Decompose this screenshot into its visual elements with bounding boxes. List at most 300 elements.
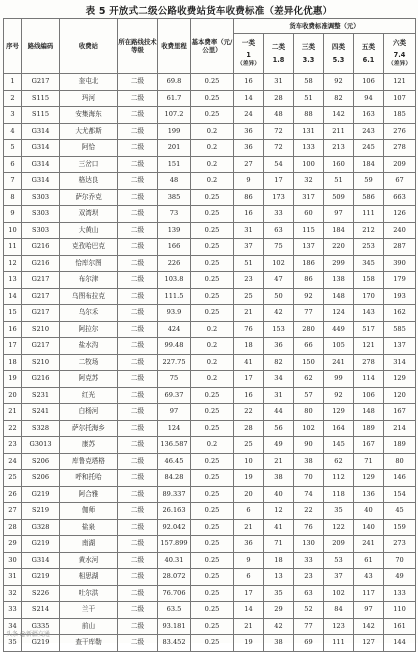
cell-fee-class-4: 241 bbox=[324, 354, 354, 371]
cell-grade: 二级 bbox=[118, 173, 158, 190]
cell-fee-class-3: 51 bbox=[294, 90, 324, 107]
cell-fee-class-5: 106 bbox=[354, 387, 384, 404]
cell-fee-class-4: 53 bbox=[324, 552, 354, 569]
cell-fee-class-1: 36 bbox=[234, 536, 264, 553]
header-class-5 bbox=[354, 34, 384, 74]
cell-route-code: S210 bbox=[22, 321, 60, 338]
cell-fee-class-3: 60 bbox=[294, 206, 324, 223]
cell-fee-class-1: 41 bbox=[234, 354, 264, 371]
cell-station: 白杨河 bbox=[60, 404, 118, 421]
cell-fee-class-4: 92 bbox=[324, 387, 354, 404]
cell-base-rate: 0.2 bbox=[191, 173, 234, 190]
cell-mileage: 61.7 bbox=[158, 90, 191, 107]
cell-fee-class-1: 27 bbox=[234, 156, 264, 173]
cell-fee-class-2: 36 bbox=[264, 338, 294, 355]
cell-base-rate: 0.25 bbox=[191, 503, 234, 520]
cell-fee-class-5: 148 bbox=[354, 404, 384, 421]
class-coefficient-note: （差异） bbox=[236, 61, 261, 68]
cell-route-code: G219 bbox=[22, 635, 60, 652]
cell-seq: 8 bbox=[4, 189, 22, 206]
cell-fee-class-2: 31 bbox=[264, 74, 294, 91]
cell-station: 库鲁克塔格 bbox=[60, 453, 118, 470]
cell-fee-class-5: 59 bbox=[354, 173, 384, 190]
table-row bbox=[4, 387, 416, 404]
cell-fee-class-5: 136 bbox=[354, 486, 384, 503]
cell-route-code: S210 bbox=[22, 354, 60, 371]
cell-station: 乌图布拉克 bbox=[60, 288, 118, 305]
cell-fee-class-5: 94 bbox=[354, 90, 384, 107]
cell-base-rate: 0.25 bbox=[191, 404, 234, 421]
cell-fee-class-6: 185 bbox=[384, 107, 416, 124]
cell-fee-class-1: 21 bbox=[234, 618, 264, 635]
cell-base-rate: 0.25 bbox=[191, 107, 234, 124]
cell-base-rate: 0.25 bbox=[191, 288, 234, 305]
cell-mileage: 166 bbox=[158, 239, 191, 256]
cell-station: 恰库尔图 bbox=[60, 255, 118, 272]
cell-fee-class-6: 162 bbox=[384, 305, 416, 322]
table-row bbox=[4, 90, 416, 107]
cell-fee-class-5: 170 bbox=[354, 288, 384, 305]
cell-station: 盐泉 bbox=[60, 519, 118, 536]
cell-station: 伽师 bbox=[60, 503, 118, 520]
cell-fee-class-4: 509 bbox=[324, 189, 354, 206]
cell-grade: 二级 bbox=[118, 222, 158, 239]
cell-fee-class-6: 209 bbox=[384, 156, 416, 173]
cell-seq: 24 bbox=[4, 453, 22, 470]
cell-fee-class-4: 97 bbox=[324, 206, 354, 223]
cell-seq: 20 bbox=[4, 387, 22, 404]
cell-fee-class-3: 63 bbox=[294, 585, 324, 602]
cell-fee-class-6: 121 bbox=[384, 74, 416, 91]
cell-fee-class-6: 193 bbox=[384, 288, 416, 305]
cell-grade: 二级 bbox=[118, 288, 158, 305]
cell-fee-class-1: 25 bbox=[234, 288, 264, 305]
cell-base-rate: 0.25 bbox=[191, 74, 234, 91]
header-seq: 序号 bbox=[4, 19, 22, 74]
cell-fee-class-5: 129 bbox=[354, 470, 384, 487]
cell-seq: 1 bbox=[4, 74, 22, 91]
cell-fee-class-3: 186 bbox=[294, 255, 324, 272]
cell-route-code: G335 bbox=[22, 618, 60, 635]
cell-route-code: G314 bbox=[22, 156, 60, 173]
cell-station: 大黄山 bbox=[60, 222, 118, 239]
cell-grade: 二级 bbox=[118, 206, 158, 223]
cell-fee-class-6: 240 bbox=[384, 222, 416, 239]
cell-route-code: G216 bbox=[22, 371, 60, 388]
cell-fee-class-1: 25 bbox=[234, 437, 264, 454]
watermark: 头条 @新疆交通 bbox=[6, 631, 50, 638]
cell-base-rate: 0.2 bbox=[191, 437, 234, 454]
table-row bbox=[4, 156, 416, 173]
cell-fee-class-6: 146 bbox=[384, 470, 416, 487]
cell-mileage: 69.37 bbox=[158, 387, 191, 404]
table-row bbox=[4, 272, 416, 289]
cell-fee-class-3: 57 bbox=[294, 387, 324, 404]
cell-route-code: G314 bbox=[22, 173, 60, 190]
cell-station: 乌尔禾 bbox=[60, 305, 118, 322]
cell-fee-class-3: 32 bbox=[294, 173, 324, 190]
cell-fee-class-4: 148 bbox=[324, 288, 354, 305]
cell-seq: 34 bbox=[4, 618, 22, 635]
cell-mileage: 76.706 bbox=[158, 585, 191, 602]
cell-fee-class-2: 41 bbox=[264, 519, 294, 536]
cell-fee-class-4: 62 bbox=[324, 453, 354, 470]
cell-route-code: S328 bbox=[22, 420, 60, 437]
cell-grade: 二级 bbox=[118, 74, 158, 91]
cell-mileage: 157.899 bbox=[158, 536, 191, 553]
cell-fee-class-2: 18 bbox=[264, 552, 294, 569]
cell-fee-class-2: 153 bbox=[264, 321, 294, 338]
cell-route-code: S214 bbox=[22, 602, 60, 619]
cell-fee-class-3: 66 bbox=[294, 338, 324, 355]
cell-route-code: G217 bbox=[22, 305, 60, 322]
cell-base-rate: 0.25 bbox=[191, 569, 234, 586]
cell-route-code: S231 bbox=[22, 387, 60, 404]
cell-fee-class-5: 189 bbox=[354, 420, 384, 437]
cell-mileage: 103.8 bbox=[158, 272, 191, 289]
cell-fee-class-1: 9 bbox=[234, 173, 264, 190]
cell-seq: 7 bbox=[4, 173, 22, 190]
cell-base-rate: 0.25 bbox=[191, 635, 234, 652]
header-base-rate: 基本费率（元/公里） bbox=[191, 19, 234, 74]
cell-seq: 31 bbox=[4, 569, 22, 586]
header-mileage: 收费里程 bbox=[158, 19, 191, 74]
header-class-4 bbox=[324, 34, 354, 74]
cell-route-code: G217 bbox=[22, 288, 60, 305]
table-row bbox=[4, 189, 416, 206]
cell-fee-class-6: 585 bbox=[384, 321, 416, 338]
cell-mileage: 63.5 bbox=[158, 602, 191, 619]
cell-route-code: G216 bbox=[22, 255, 60, 272]
cell-station: 相思湖 bbox=[60, 569, 118, 586]
cell-fee-class-1: 28 bbox=[234, 420, 264, 437]
cell-station: 吐尔洪 bbox=[60, 585, 118, 602]
cell-base-rate: 0.25 bbox=[191, 486, 234, 503]
cell-base-rate: 0.25 bbox=[191, 90, 234, 107]
cell-fee-class-1: 36 bbox=[234, 123, 264, 140]
cell-route-code: S115 bbox=[22, 107, 60, 124]
cell-fee-class-2: 17 bbox=[264, 173, 294, 190]
class-coefficient-note: （差异） bbox=[387, 61, 412, 68]
cell-base-rate: 0.25 bbox=[191, 552, 234, 569]
cell-fee-class-4: 92 bbox=[324, 74, 354, 91]
cell-fee-class-6: 49 bbox=[384, 569, 416, 586]
cell-fee-class-1: 14 bbox=[234, 602, 264, 619]
cell-mileage: 73 bbox=[158, 206, 191, 223]
cell-seq: 15 bbox=[4, 305, 22, 322]
cell-fee-class-5: 40 bbox=[354, 503, 384, 520]
cell-fee-class-5: 127 bbox=[354, 635, 384, 652]
cell-mileage: 424 bbox=[158, 321, 191, 338]
cell-fee-class-4: 449 bbox=[324, 321, 354, 338]
table-row bbox=[4, 305, 416, 322]
cell-seq: 19 bbox=[4, 371, 22, 388]
table-row bbox=[4, 206, 416, 223]
cell-fee-class-6: 161 bbox=[384, 618, 416, 635]
cell-mileage: 139 bbox=[158, 222, 191, 239]
table-row bbox=[4, 321, 416, 338]
cell-route-code: S303 bbox=[22, 206, 60, 223]
cell-fee-class-1: 19 bbox=[234, 635, 264, 652]
cell-fee-class-3: 137 bbox=[294, 239, 324, 256]
cell-grade: 二级 bbox=[118, 272, 158, 289]
cell-fee-class-6: 137 bbox=[384, 338, 416, 355]
table-row bbox=[4, 123, 416, 140]
cell-fee-class-1: 21 bbox=[234, 305, 264, 322]
cell-grade: 二级 bbox=[118, 156, 158, 173]
table-row bbox=[4, 453, 416, 470]
cell-fee-class-1: 36 bbox=[234, 140, 264, 157]
cell-fee-class-2: 13 bbox=[264, 569, 294, 586]
cell-fee-class-4: 129 bbox=[324, 404, 354, 421]
cell-grade: 二级 bbox=[118, 123, 158, 140]
cell-fee-class-2: 42 bbox=[264, 305, 294, 322]
cell-fee-class-3: 70 bbox=[294, 470, 324, 487]
cell-base-rate: 0.25 bbox=[191, 305, 234, 322]
cell-mileage: 89.337 bbox=[158, 486, 191, 503]
cell-mileage: 199 bbox=[158, 123, 191, 140]
cell-fee-class-5: 278 bbox=[354, 354, 384, 371]
cell-grade: 二级 bbox=[118, 354, 158, 371]
cell-fee-class-3: 130 bbox=[294, 536, 324, 553]
header-class-3 bbox=[294, 34, 324, 74]
cell-station: 玛河 bbox=[60, 90, 118, 107]
cell-fee-class-4: 124 bbox=[324, 305, 354, 322]
cell-fee-class-2: 31 bbox=[264, 387, 294, 404]
cell-fee-class-5: 117 bbox=[354, 585, 384, 602]
cell-fee-class-6: 133 bbox=[384, 585, 416, 602]
cell-fee-class-2: 47 bbox=[264, 272, 294, 289]
cell-fee-class-2: 56 bbox=[264, 420, 294, 437]
cell-route-code: G328 bbox=[22, 519, 60, 536]
cell-fee-class-3: 280 bbox=[294, 321, 324, 338]
header-station: 收费站 bbox=[60, 19, 118, 74]
cell-grade: 二级 bbox=[118, 90, 158, 107]
cell-fee-class-2: 35 bbox=[264, 585, 294, 602]
cell-fee-class-4: 99 bbox=[324, 371, 354, 388]
cell-fee-class-4: 164 bbox=[324, 420, 354, 437]
cell-station: 阿拉尔 bbox=[60, 321, 118, 338]
class-coefficient: 6.1 bbox=[362, 55, 375, 64]
header-class-6 bbox=[384, 34, 416, 74]
cell-route-code: G314 bbox=[22, 123, 60, 140]
cell-grade: 二级 bbox=[118, 453, 158, 470]
cell-station: 红光 bbox=[60, 387, 118, 404]
cell-grade: 二级 bbox=[118, 585, 158, 602]
table-row bbox=[4, 404, 416, 421]
cell-route-code: G217 bbox=[22, 74, 60, 91]
cell-base-rate: 0.25 bbox=[191, 470, 234, 487]
cell-seq: 26 bbox=[4, 486, 22, 503]
cell-mileage: 84.28 bbox=[158, 470, 191, 487]
cell-fee-class-5: 158 bbox=[354, 272, 384, 289]
cell-fee-class-2: 29 bbox=[264, 602, 294, 619]
cell-fee-class-1: 23 bbox=[234, 272, 264, 289]
header-class-2 bbox=[264, 34, 294, 74]
table-row bbox=[4, 437, 416, 454]
cell-grade: 二级 bbox=[118, 387, 158, 404]
cell-route-code: S219 bbox=[22, 503, 60, 520]
cell-grade: 二级 bbox=[118, 404, 158, 421]
cell-fee-class-5: 142 bbox=[354, 618, 384, 635]
table-row bbox=[4, 602, 416, 619]
cell-grade: 二级 bbox=[118, 536, 158, 553]
cell-fee-class-4: 37 bbox=[324, 569, 354, 586]
cell-station: 双湾坝 bbox=[60, 206, 118, 223]
class-coefficient: 5.3 bbox=[332, 55, 345, 64]
cell-fee-class-2: 63 bbox=[264, 222, 294, 239]
cell-base-rate: 0.25 bbox=[191, 239, 234, 256]
cell-fee-class-1: 86 bbox=[234, 189, 264, 206]
cell-fee-class-2: 44 bbox=[264, 404, 294, 421]
cell-fee-class-2: 49 bbox=[264, 437, 294, 454]
cell-base-rate: 0.25 bbox=[191, 272, 234, 289]
cell-route-code: G219 bbox=[22, 569, 60, 586]
cell-seq: 2 bbox=[4, 90, 22, 107]
cell-fee-class-5: 253 bbox=[354, 239, 384, 256]
cell-grade: 二级 bbox=[118, 371, 158, 388]
cell-fee-class-6: 314 bbox=[384, 354, 416, 371]
cell-grade: 二级 bbox=[118, 470, 158, 487]
cell-fee-class-3: 80 bbox=[294, 404, 324, 421]
cell-fee-class-3: 69 bbox=[294, 635, 324, 652]
cell-route-code: G217 bbox=[22, 272, 60, 289]
cell-station: 阿合雅 bbox=[60, 486, 118, 503]
cell-fee-class-1: 6 bbox=[234, 503, 264, 520]
cell-fee-class-3: 317 bbox=[294, 189, 324, 206]
cell-fee-class-6: 390 bbox=[384, 255, 416, 272]
cell-fee-class-1: 16 bbox=[234, 387, 264, 404]
cell-fee-class-1: 20 bbox=[234, 486, 264, 503]
cell-seq: 13 bbox=[4, 272, 22, 289]
table-row bbox=[4, 371, 416, 388]
class-name: 一类 bbox=[241, 38, 256, 47]
cell-mileage: 124 bbox=[158, 420, 191, 437]
cell-fee-class-4: 211 bbox=[324, 123, 354, 140]
cell-mileage: 151 bbox=[158, 156, 191, 173]
cell-fee-class-3: 150 bbox=[294, 354, 324, 371]
cell-grade: 二级 bbox=[118, 552, 158, 569]
table-row bbox=[4, 486, 416, 503]
cell-fee-class-6: 107 bbox=[384, 90, 416, 107]
cell-fee-class-1: 76 bbox=[234, 321, 264, 338]
cell-fee-class-2: 38 bbox=[264, 635, 294, 652]
cell-fee-class-6: 287 bbox=[384, 239, 416, 256]
cell-fee-class-4: 220 bbox=[324, 239, 354, 256]
cell-fee-class-5: 111 bbox=[354, 206, 384, 223]
cell-station: 兰干 bbox=[60, 602, 118, 619]
cell-fee-class-4: 123 bbox=[324, 618, 354, 635]
cell-fee-class-4: 35 bbox=[324, 503, 354, 520]
table-row bbox=[4, 107, 416, 124]
class-coefficient: 1 bbox=[246, 50, 251, 59]
cell-fee-class-3: 52 bbox=[294, 602, 324, 619]
cell-seq: 28 bbox=[4, 519, 22, 536]
cell-mileage: 48 bbox=[158, 173, 191, 190]
cell-fee-class-3: 100 bbox=[294, 156, 324, 173]
cell-fee-class-2: 38 bbox=[264, 470, 294, 487]
cell-route-code: S206 bbox=[22, 453, 60, 470]
cell-fee-class-6: 129 bbox=[384, 371, 416, 388]
cell-station: 南湖 bbox=[60, 536, 118, 553]
cell-fee-class-4: 102 bbox=[324, 585, 354, 602]
cell-base-rate: 0.2 bbox=[191, 338, 234, 355]
table-row bbox=[4, 222, 416, 239]
cell-mileage: 46.45 bbox=[158, 453, 191, 470]
table-row bbox=[4, 618, 416, 635]
cell-fee-class-1: 17 bbox=[234, 585, 264, 602]
cell-fee-class-6: 214 bbox=[384, 420, 416, 437]
cell-grade: 二级 bbox=[118, 338, 158, 355]
cell-route-code: G219 bbox=[22, 536, 60, 553]
cell-seq: 25 bbox=[4, 470, 22, 487]
cell-base-rate: 0.25 bbox=[191, 206, 234, 223]
cell-fee-class-3: 86 bbox=[294, 272, 324, 289]
cell-seq: 3 bbox=[4, 107, 22, 124]
cell-fee-class-6: 273 bbox=[384, 536, 416, 553]
cell-fee-class-3: 131 bbox=[294, 123, 324, 140]
cell-fee-class-6: 80 bbox=[384, 453, 416, 470]
cell-fee-class-5: 61 bbox=[354, 552, 384, 569]
cell-fee-class-3: 76 bbox=[294, 519, 324, 536]
cell-station: 呼和托哈 bbox=[60, 470, 118, 487]
cell-fee-class-2: 75 bbox=[264, 239, 294, 256]
cell-base-rate: 0.25 bbox=[191, 255, 234, 272]
cell-base-rate: 0.25 bbox=[191, 453, 234, 470]
cell-base-rate: 0.2 bbox=[191, 354, 234, 371]
cell-fee-class-3: 62 bbox=[294, 371, 324, 388]
cell-grade: 二级 bbox=[118, 486, 158, 503]
cell-fee-class-5: 241 bbox=[354, 536, 384, 553]
cell-fee-class-2: 173 bbox=[264, 189, 294, 206]
cell-mileage: 26.163 bbox=[158, 503, 191, 520]
cell-mileage: 107.2 bbox=[158, 107, 191, 124]
cell-fee-class-6: 45 bbox=[384, 503, 416, 520]
cell-fee-class-1: 16 bbox=[234, 74, 264, 91]
table-row bbox=[4, 519, 416, 536]
table-row bbox=[4, 288, 416, 305]
cell-fee-class-2: 48 bbox=[264, 107, 294, 124]
cell-grade: 二级 bbox=[118, 321, 158, 338]
cell-mileage: 99.48 bbox=[158, 338, 191, 355]
class-coefficient: 3.3 bbox=[302, 55, 315, 64]
cell-seq: 18 bbox=[4, 354, 22, 371]
cell-fee-class-2: 71 bbox=[264, 536, 294, 553]
cell-route-code: G3013 bbox=[22, 437, 60, 454]
cell-seq: 23 bbox=[4, 437, 22, 454]
cell-mileage: 40.31 bbox=[158, 552, 191, 569]
cell-fee-class-4: 213 bbox=[324, 140, 354, 157]
table-row bbox=[4, 569, 416, 586]
cell-fee-class-1: 37 bbox=[234, 239, 264, 256]
cell-grade: 二级 bbox=[118, 107, 158, 124]
cell-seq: 17 bbox=[4, 338, 22, 355]
cell-fee-class-4: 138 bbox=[324, 272, 354, 289]
cell-fee-class-6: 154 bbox=[384, 486, 416, 503]
table-row bbox=[4, 420, 416, 437]
cell-fee-class-2: 102 bbox=[264, 255, 294, 272]
cell-fee-class-3: 115 bbox=[294, 222, 324, 239]
cell-station: 黄水河 bbox=[60, 552, 118, 569]
cell-fee-class-6: 278 bbox=[384, 140, 416, 157]
header-class-1 bbox=[234, 34, 264, 74]
cell-fee-class-4: 184 bbox=[324, 222, 354, 239]
cell-fee-class-4: 84 bbox=[324, 602, 354, 619]
cell-grade: 二级 bbox=[118, 602, 158, 619]
cell-fee-class-2: 12 bbox=[264, 503, 294, 520]
cell-fee-class-4: 145 bbox=[324, 437, 354, 454]
table-row bbox=[4, 338, 416, 355]
